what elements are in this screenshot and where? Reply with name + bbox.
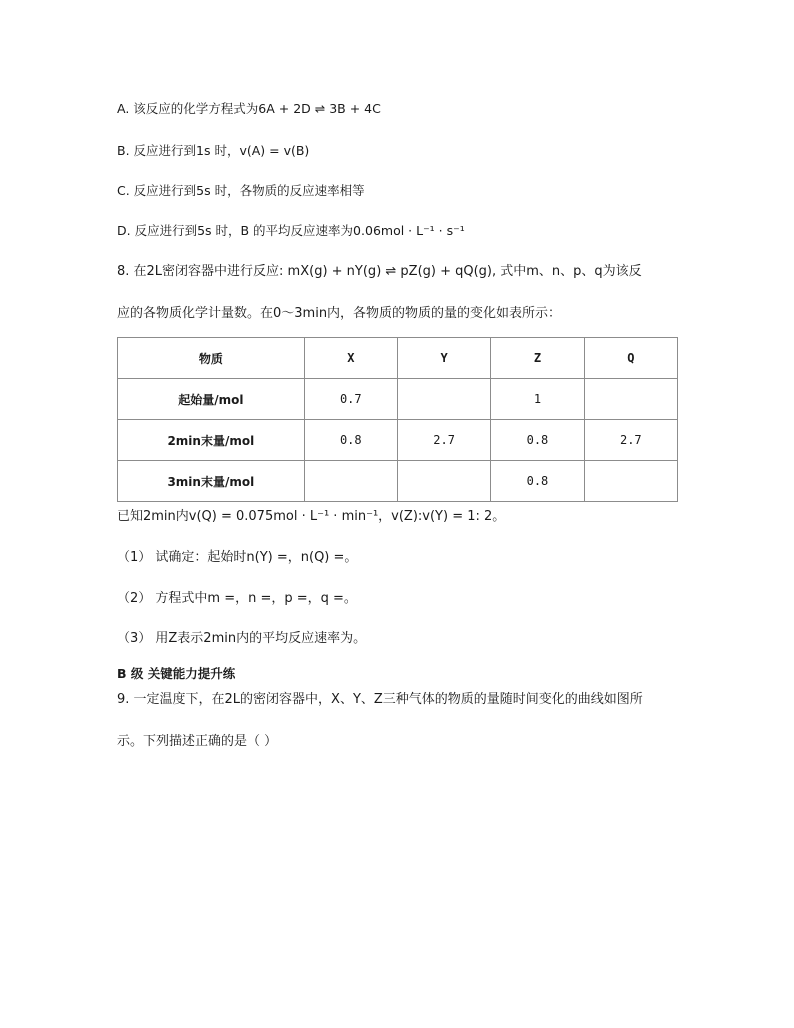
question-8-known: 已知2min内v(Q) = 0.075mol · L⁻¹ · min⁻¹，v(Z):v(Y) = 1: 2。 xyxy=(117,509,506,524)
header-cell: Q xyxy=(584,338,677,379)
question-8-line-1: 8. 在2L密闭容器中进行反应: mX(g) + nY(g) ⇌ pZ(g) + qQ(g), 式中m、n、p、q为该反 xyxy=(117,264,642,279)
table-header-row xyxy=(118,338,678,379)
table-row xyxy=(118,379,678,420)
data-table xyxy=(117,337,678,502)
question-9-line-1: 9. 一定温度下，在2L的密闭容器中，X、Y、Z三种气体的物质的量随时间变化的曲线如图所 xyxy=(117,692,643,707)
table-cell xyxy=(397,461,490,502)
question-8-sub-1: （1） 试确定：起始时n(Y) =，n(Q) =。 xyxy=(117,550,358,565)
option-d: D. 反应进行到5s 时，B 的平均反应速率为0.06mol · L⁻¹ · s⁻¹ xyxy=(117,223,465,238)
table-cell: 0.8 xyxy=(491,420,584,461)
header-cell: 物质 xyxy=(118,338,305,379)
table-cell xyxy=(397,379,490,420)
header-cell: Z xyxy=(491,338,584,379)
table-cell: 0.8 xyxy=(304,420,397,461)
table-cell: 0.7 xyxy=(304,379,397,420)
table-cell xyxy=(584,379,677,420)
table-cell: 1 xyxy=(491,379,584,420)
table-cell xyxy=(304,461,397,502)
table-cell: 0.8 xyxy=(491,461,584,502)
row-label: 2min末量/mol xyxy=(118,420,305,461)
table-row xyxy=(118,420,678,461)
question-8-line-2: 应的各物质化学计量数。在0～3min内，各物质的物质的量的变化如表所示： xyxy=(117,306,562,321)
option-b: B. 反应进行到1s 时，v(A) = v(B) xyxy=(117,143,310,158)
table-cell xyxy=(584,461,677,502)
section-heading: B 级 关键能力提升练 xyxy=(117,666,236,681)
row-label: 3min末量/mol xyxy=(118,461,305,502)
option-c: C. 反应进行到5s 时，各物质的反应速率相等 xyxy=(117,183,365,198)
row-label: 起始量/mol xyxy=(118,379,305,420)
option-a: A. 该反应的化学方程式为6A + 2D ⇌ 3B + 4C xyxy=(117,101,381,116)
question-8-sub-3: （3） 用Z表示2min内的平均反应速率为。 xyxy=(117,631,367,646)
table-cell: 2.7 xyxy=(397,420,490,461)
table-cell: 2.7 xyxy=(584,420,677,461)
question-8-sub-2: （2） 方程式中m =，n =，p =，q =。 xyxy=(117,591,357,606)
question-9-line-2: 示。下列描述正确的是（ ） xyxy=(117,734,278,749)
header-cell: Y xyxy=(397,338,490,379)
table-row xyxy=(118,461,678,502)
header-cell: X xyxy=(304,338,397,379)
